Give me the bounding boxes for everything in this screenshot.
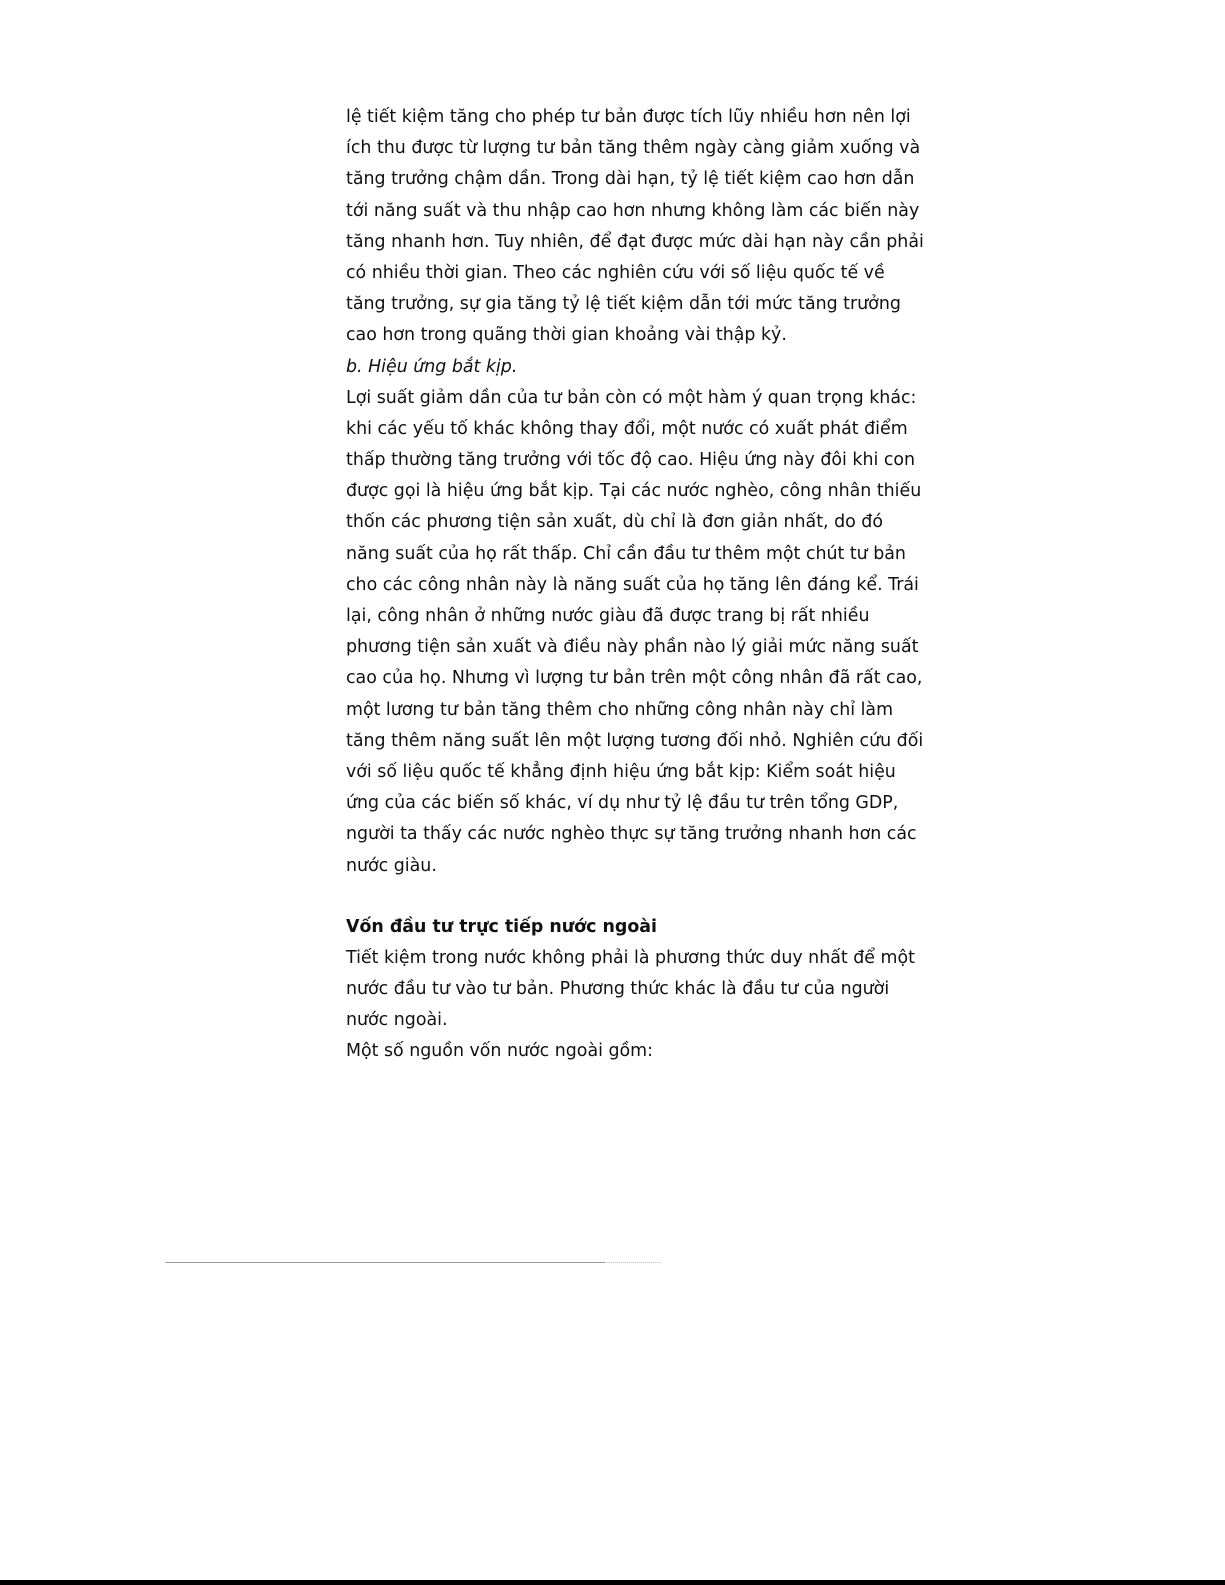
paragraph-2-line: nước giàu. — [346, 855, 437, 876]
section-spacer — [346, 882, 956, 912]
paragraph-1-line: ích thu được từ lượng tư bản tăng thêm ngày càng giảm xuống và — [346, 138, 921, 159]
paragraph-2-line: thốn các phương tiện sản xuất, dù chỉ là đơn giản nhất, do đó — [346, 512, 883, 533]
paragraph-3-line: Tiết kiệm trong nước không phải là phương thức duy nhất để một — [346, 947, 915, 968]
paragraph-1-line: cao hơn trong quãng thời gian khoảng vài thập kỷ. — [346, 325, 787, 346]
paragraph-2-line: năng suất của họ rất thấp. Chỉ cần đầu tư thêm một chút tư bản — [346, 543, 906, 564]
paragraph-2-line: một lương tư bản tăng thêm cho những công nhân này chỉ làm — [346, 699, 894, 720]
paragraph-2-line: thấp thường tăng trưởng với tốc độ cao. Hiệu ứng này đôi khi con — [346, 450, 916, 471]
paragraph-2-line: ứng của các biến số khác, ví dụ như tỷ lệ đầu tư trên tổng GDP, — [346, 793, 899, 814]
footnote-separator-tail — [605, 1262, 660, 1263]
paragraph-2-line: với số liệu quốc tế khẳng định hiệu ứng bắt kịp: Kiểm soát hiệu — [346, 761, 896, 782]
footnote-separator — [165, 1262, 605, 1263]
paragraph-2-line: phương tiện sản xuất và điều này phần nào lý giải mức năng suất — [346, 637, 919, 658]
paragraph-2-line: được gọi là hiệu ứng bắt kịp. Tại các nước nghèo, công nhân thiếu — [346, 481, 922, 502]
subheading-catch-up-effect: b. Hiệu ứng bắt kịp. — [346, 356, 518, 377]
paragraph-2-line: cao của họ. Nhưng vì lượng tư bản trên một công nhân đã rất cao, — [346, 668, 923, 689]
body-text — [346, 102, 956, 1068]
paragraph-1-line: lệ tiết kiệm tăng cho phép tư bản được tích lũy nhiều hơn nên lợi — [346, 107, 911, 127]
paragraph-4: Một số nguồn vốn nước ngoài gồm: — [346, 1041, 653, 1062]
paragraph-1-line: tăng trưởng, sự gia tăng tỷ lệ tiết kiệm dẫn tới mức tăng trưởng — [346, 294, 901, 315]
paragraph-2-line: Lợi suất giảm dần của tư bản còn có một hàm ý quan trọng khác: — [346, 387, 917, 408]
paragraph-2-line: người ta thấy các nước nghèo thực sự tăng trưởng nhanh hơn các — [346, 824, 917, 845]
paragraph-1-line: tới năng suất và thu nhập cao hơn nhưng không làm các biến này — [346, 200, 920, 221]
paragraph-1-line: tăng nhanh hơn. Tuy nhiên, để đạt được mức dài hạn này cần phải — [346, 231, 924, 252]
paragraph-3-line: nước đầu tư vào tư bản. Phương thức khác là đầu tư của người — [346, 979, 890, 1000]
paragraph-2-line: lại, công nhân ở những nước giàu đã được trang bị rất nhiều — [346, 606, 870, 626]
paragraph-1-line: tăng trưởng chậm dần. Trong dài hạn, tỷ lệ tiết kiệm cao hơn dẫn — [346, 169, 915, 190]
paragraph-3-line: nước ngoài. — [346, 1010, 448, 1031]
paragraph-2-line: cho các công nhân này là năng suất của họ tăng lên đáng kể. Trái — [346, 574, 919, 595]
section-heading: Vốn đầu tư trực tiếp nước ngoài — [346, 916, 657, 937]
page-bottom-edge — [0, 1580, 1225, 1585]
paragraph-2-line: khi các yếu tố khác không thay đổi, một nước có xuất phát điểm — [346, 418, 908, 439]
paragraph-2-line: tăng thêm năng suất lên một lượng tương đối nhỏ. Nghiên cứu đối — [346, 730, 924, 751]
paragraph-1-line: có nhiều thời gian. Theo các nghiên cứu với số liệu quốc tế về — [346, 262, 885, 283]
